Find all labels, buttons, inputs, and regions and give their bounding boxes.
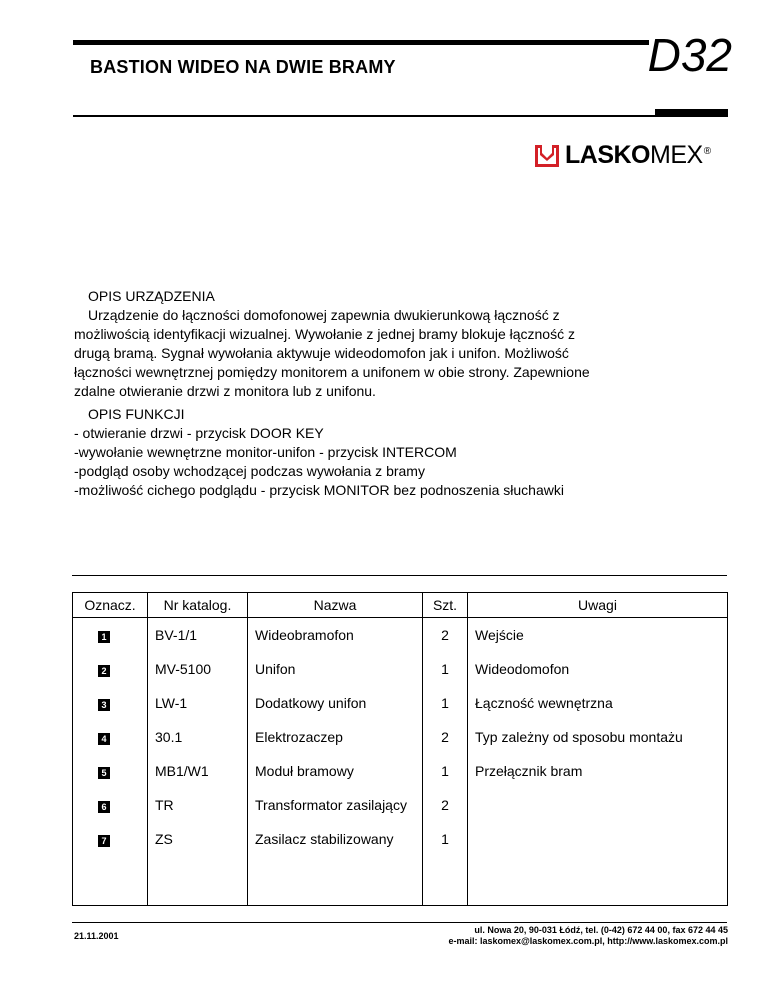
cell-mark <box>73 720 148 754</box>
function-line: - otwieranie drzwi - przycisk DOOR KEY <box>74 425 324 441</box>
header-code-underline <box>655 109 728 115</box>
cell-name: Zasilacz stabilizowany <box>248 822 423 856</box>
cell-notes: Przełącznik bram <box>468 754 728 788</box>
functions-heading: OPIS FUNKCJI <box>88 406 185 422</box>
empty-cell <box>423 856 468 906</box>
document-date: 21.11.2001 <box>74 931 119 941</box>
cell-qty: 1 <box>423 754 468 788</box>
table-row <box>73 618 728 653</box>
parts-table <box>72 592 728 906</box>
header-mark: Oznacz. <box>73 593 148 618</box>
cell-mark <box>73 652 148 686</box>
logo-name-regular: MEX <box>650 141 703 169</box>
laskomex-logo <box>535 143 711 168</box>
description-line: Urządzenie do łączności domofonowej zapewnia dwukierunkową łączność z <box>88 307 560 323</box>
item-marker: 2 <box>98 665 110 677</box>
cell-mark <box>73 822 148 856</box>
empty-cell <box>148 856 248 906</box>
cell-name: Wideobramofon <box>248 618 423 653</box>
header-notes: Uwagi <box>468 593 728 618</box>
cell-notes: Wejście <box>468 618 728 653</box>
table-row <box>73 822 728 856</box>
header-name: Nazwa <box>248 593 423 618</box>
header-catalog: Nr katalog. <box>148 593 248 618</box>
registered-mark: ® <box>703 145 711 157</box>
table-top-rule <box>72 575 727 576</box>
description-line: zdalne otwieranie drzwi z monitora lub z unifonu. <box>74 383 376 399</box>
item-marker: 3 <box>98 699 110 711</box>
table-filler-row <box>73 856 728 906</box>
cell-catalog: 30.1 <box>148 720 248 754</box>
cell-notes <box>468 822 728 856</box>
cell-notes: Wideodomofon <box>468 652 728 686</box>
header-qty: Szt. <box>423 593 468 618</box>
item-marker: 4 <box>98 733 110 745</box>
cell-mark <box>73 618 148 653</box>
document-code: D32 <box>647 29 732 81</box>
contact-line: e-mail: laskomex@laskomex.com.pl, http://www.laskomex.com.pl <box>448 936 728 946</box>
empty-cell <box>468 856 728 906</box>
cell-qty: 1 <box>423 686 468 720</box>
cell-name: Elektrozaczep <box>248 720 423 754</box>
item-marker: 7 <box>98 835 110 847</box>
cell-mark <box>73 754 148 788</box>
cell-mark <box>73 788 148 822</box>
cell-qty: 2 <box>423 720 468 754</box>
cell-name: Transformator zasilający <box>248 788 423 822</box>
cell-catalog: TR <box>148 788 248 822</box>
cell-qty: 1 <box>423 652 468 686</box>
description-line: możliwością identyfikacji wizualnej. Wywołanie z jednej bramy blokuje łączność z <box>74 326 575 342</box>
table-row <box>73 788 728 822</box>
cell-qty: 2 <box>423 788 468 822</box>
function-line: -podgląd osoby wchodzącej podczas wywołania z bramy <box>74 463 425 479</box>
table-row <box>73 686 728 720</box>
description-heading: OPIS URZĄDZENIA <box>88 288 215 304</box>
cell-catalog: ZS <box>148 822 248 856</box>
cell-catalog: MB1/W1 <box>148 754 248 788</box>
cell-notes <box>468 788 728 822</box>
footer-rule <box>72 922 727 923</box>
cell-qty: 2 <box>423 618 468 653</box>
header-top-rule <box>73 40 649 45</box>
cell-name: Moduł bramowy <box>248 754 423 788</box>
address-line: ul. Nowa 20, 90-031 Łódź, tel. (0-42) 672 44 00, fax 672 44 45 <box>474 925 728 935</box>
company-address <box>448 925 728 947</box>
laskomex-logo-icon <box>535 145 559 167</box>
description-line: drugą bramą. Sygnał wywołania aktywuje wideodomofon jak i unifon. Możliwość <box>74 345 569 361</box>
item-marker: 6 <box>98 801 110 813</box>
page-title: BASTION WIDEO NA DWIE BRAMY <box>90 57 396 77</box>
empty-cell <box>248 856 423 906</box>
cell-qty: 1 <box>423 822 468 856</box>
cell-catalog: BV-1/1 <box>148 618 248 653</box>
device-description <box>74 287 590 401</box>
cell-notes: Typ zależny od sposobu montażu <box>468 720 728 754</box>
functions-description <box>74 405 564 500</box>
item-marker: 5 <box>98 767 110 779</box>
table-row <box>73 652 728 686</box>
logo-name-bold: LASKO <box>565 141 650 169</box>
function-line: -wywołanie wewnętrzne monitor-unifon - przycisk INTERCOM <box>74 444 457 460</box>
cell-catalog: MV-5100 <box>148 652 248 686</box>
empty-cell <box>73 856 148 906</box>
table-header-row <box>73 593 728 618</box>
header-bottom-rule <box>73 115 728 117</box>
cell-name: Dodatkowy unifon <box>248 686 423 720</box>
table-row <box>73 720 728 754</box>
item-marker: 1 <box>98 631 110 643</box>
cell-name: Unifon <box>248 652 423 686</box>
logo-wordmark <box>565 143 711 168</box>
cell-mark <box>73 686 148 720</box>
function-line: -możliwość cichego podglądu - przycisk MONITOR bez podnoszenia słuchawki <box>74 482 564 498</box>
cell-catalog: LW-1 <box>148 686 248 720</box>
cell-notes: Łączność wewnętrzna <box>468 686 728 720</box>
description-line: łączności wewnętrznej pomiędzy monitorem a unifonem w obie strony. Zapewnione <box>74 364 590 380</box>
table-row <box>73 754 728 788</box>
